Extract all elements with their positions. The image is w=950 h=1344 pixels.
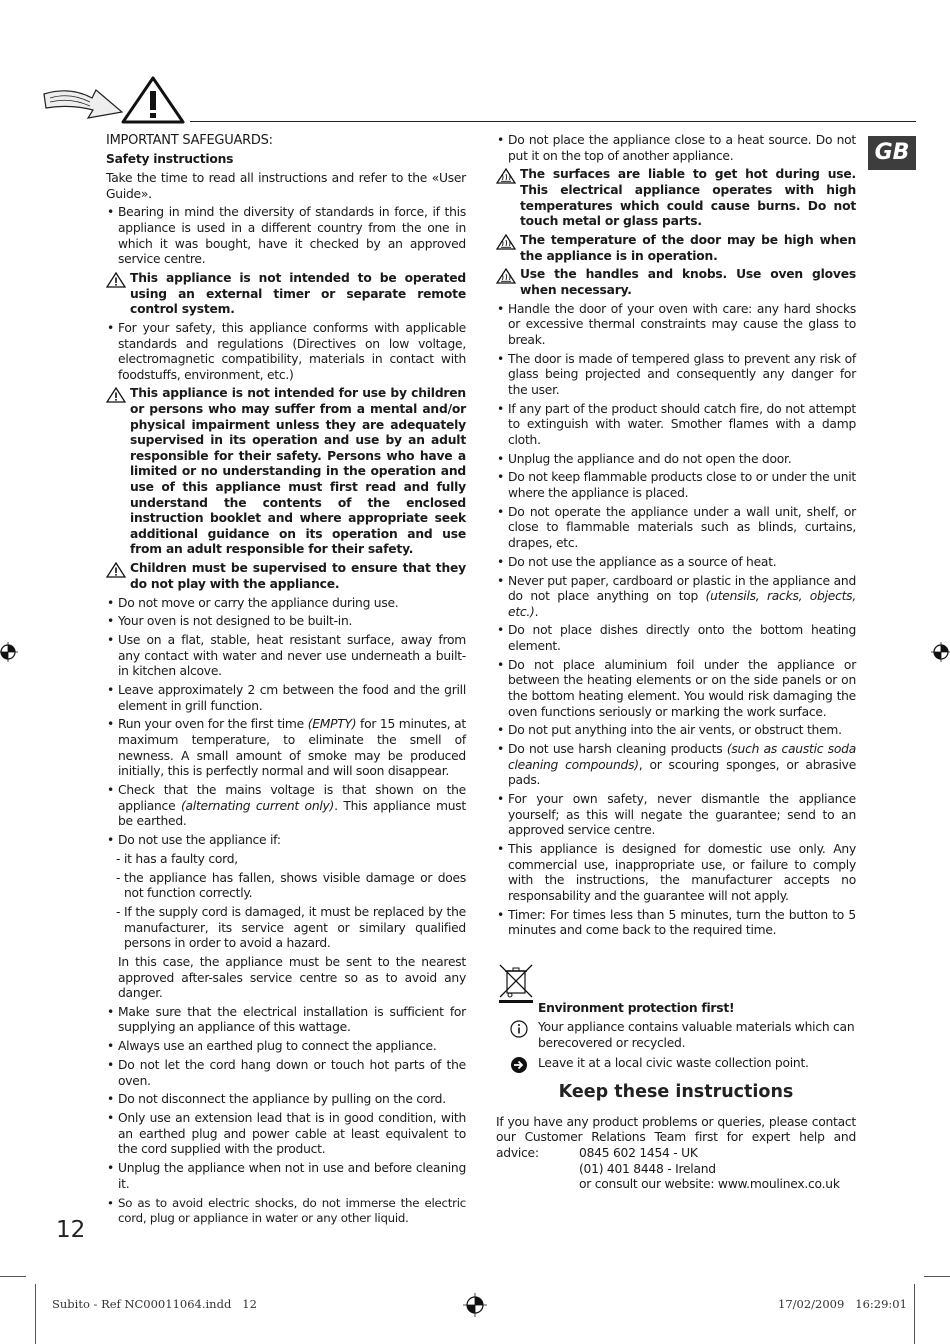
list-item: • So as to avoid electric shocks, do not immerse the electric cord, plug or appliance in water or any other liquid. xyxy=(106,1196,466,1227)
environment-title-text: Environment protection first! xyxy=(538,1000,735,1015)
emphasis-text: (such as caustic soda cleaning compounds) xyxy=(508,742,856,772)
list-item: • Leave approximately 2 cm between the food and the grill element in grill function. xyxy=(106,683,466,714)
list-item: • Handle the door of your oven with care: any hard shocks or excessive thermal constraints may cause the glass to break. xyxy=(496,302,856,349)
crop-mark xyxy=(924,1276,950,1277)
warning-item xyxy=(106,561,466,592)
text-run: . xyxy=(534,604,539,619)
section-subtitle: Safety instructions xyxy=(106,151,234,166)
registration-mark-icon xyxy=(928,640,950,664)
indented-text: In this case, the appliance must be sent to the nearest approved after-sales service centre so as to avoid any danger. xyxy=(118,954,466,1001)
list-item: • Unplug the appliance and do not open the door. xyxy=(496,452,856,468)
text-run: . This appliance must be earthed. xyxy=(118,798,466,829)
text-run: Never put paper, cardboard or plastic in the appliance and do not place anything on top xyxy=(508,573,856,604)
list-item: • Do not put anything into the air vents, or obstruct them. xyxy=(496,723,856,739)
list-item: • Only use an extension lead that is in good condition, with an earthed plug and power cable at least equivalent to the cord supplied with the product. xyxy=(106,1111,466,1158)
sub-list-text: If the supply cord is damaged, it must be replaced by the manufacturer, its service agent or similary qualified persons in order to avoid a hazard. xyxy=(124,904,466,951)
registration-mark-icon xyxy=(462,1292,488,1318)
hot-surface-icon xyxy=(496,268,516,284)
sub-list-text: it has a faulty cord, xyxy=(124,851,238,866)
warning-item xyxy=(106,271,466,318)
sub-list-item xyxy=(106,905,466,952)
footer-file-info: Subito - Ref NC00011064.indd 12 xyxy=(52,1297,257,1311)
list-item: • Do not let the cord hang down or touch hot parts of the oven. xyxy=(106,1058,466,1089)
text-run: Run your oven for the first time xyxy=(118,717,308,732)
contact-intro: If you have any product problems or queries, please contact our Customer Relations Team first for expert help and advice: xyxy=(496,1114,856,1161)
hot-surface-icon xyxy=(496,234,516,250)
sub-list-item xyxy=(106,852,466,868)
list-item: • For your own safety, never dismantle the appliance yourself; as this will negate the guarantee; send to an approved service centre. xyxy=(496,792,856,839)
dash-marker: - xyxy=(116,904,121,919)
contact-phone-ireland: (01) 401 8448 - Ireland xyxy=(579,1161,716,1176)
list-item: • Do not use the appliance as a source of heat. xyxy=(496,555,856,571)
header-rule xyxy=(190,121,916,122)
list-item: • Do not place the appliance close to a heat source. Do not put it on the top of another appliance. xyxy=(496,133,856,164)
list-item xyxy=(106,783,466,830)
footer-timestamp: 17/02/2009 16:29:01 xyxy=(778,1297,907,1311)
list-item: • If any part of the product should catch fire, do not attempt to extinguish with water. Smother flames with a damp cloth. xyxy=(496,402,856,449)
list-item: • Bearing in mind the diversity of standards in force, if this appliance is used in a different country from the one in which it was bought, have it checked by an approved service centre. xyxy=(106,205,466,267)
left-column xyxy=(106,133,466,1230)
list-item: • This appliance is designed for domestic use only. Any commercial use, inappropriate use, or failure to comply with the instructions, the manufacturer accepts no responsability and the guarantee will not apply. xyxy=(496,842,856,904)
warning-text: The surfaces are liable to get hot during use. This electrical appliance operates with high temperatures which could cause burns. Do not touch metal or glass parts. xyxy=(520,167,856,229)
list-item: • Do not place aluminium foil under the appliance or between the heating elements or on the side panels or on the bottom heating element. You would risk damaging the oven functions seriously or marking the work surface. xyxy=(496,658,856,720)
text-run: , or scouring sponges, or abrasive pads. xyxy=(508,757,857,788)
crop-mark xyxy=(914,1284,915,1344)
list-item: • Do not keep flammable products close to or under the unit where the appliance is placed. xyxy=(496,470,856,501)
list-item xyxy=(496,742,856,789)
sub-list-text: the appliance has fallen, shows visible damage or does not function correctly. xyxy=(124,870,466,901)
list-item xyxy=(496,574,856,621)
warning-text: Children must be supervised to ensure that they do not play with the appliance. xyxy=(130,561,466,591)
list-item: • Timer: For times less than 5 minutes, turn the button to 5 minutes and come back to the required time. xyxy=(496,908,856,939)
text-run: Do not use harsh cleaning products xyxy=(508,742,727,757)
emphasis-text: (utensils, racks, objects, etc.) xyxy=(508,589,856,619)
warning-item xyxy=(496,233,856,264)
text-run: for 15 minutes, at maximum temperature, to eliminate the smell of newness. A small amount of smoke may be produced initially, this is perfectly normal and will soon disappear. xyxy=(118,717,467,779)
list-item: • Use on a flat, stable, heat resistant surface, away from any contact with water and never use underneath a built-in kitchen alcove. xyxy=(106,633,466,680)
list-item: • Always use an earthed plug to connect the appliance. xyxy=(106,1039,466,1055)
arrow-circle-icon xyxy=(510,1056,528,1074)
contact-phone-uk: 0845 602 1454 - UK xyxy=(579,1146,698,1161)
emphasis-text: (EMPTY) xyxy=(307,717,357,732)
language-tab: GB xyxy=(868,136,916,170)
arrow-icon xyxy=(40,82,128,122)
environment-item xyxy=(496,1020,856,1051)
info-icon xyxy=(510,1020,528,1038)
recycle-bin-icon xyxy=(496,961,536,1003)
crop-mark xyxy=(35,1284,36,1344)
list-item: • Do not place dishes directly onto the bottom heating element. xyxy=(496,623,856,654)
list-item xyxy=(106,717,466,779)
hot-surface-icon xyxy=(496,168,516,184)
warning-triangle-icon xyxy=(120,75,186,125)
warning-item xyxy=(496,167,856,229)
environment-block xyxy=(496,961,856,1071)
page-number: 12 xyxy=(56,1217,86,1243)
crop-mark xyxy=(0,1276,26,1277)
warning-text: This appliance is not intended for use by children or persons who may suffer from a mental and/or physical impairment unless they are adequately supervised in its operation and use by an adult responsible for their safety. Persons who have a limited or no understanding in the operation and use of this appliance must first read and fully understand the contents of the enclosed instruction booklet and where appropriate seek additional guidance on its operation and use from an adult responsible for their safety. xyxy=(130,386,466,557)
warning-text: The temperature of the door may be high when the appliance is in operation. xyxy=(520,232,856,263)
dash-marker: - xyxy=(116,851,121,866)
environment-item xyxy=(496,1056,856,1072)
warning-item xyxy=(106,386,466,558)
warning-triangle-icon xyxy=(106,562,126,578)
warning-triangle-icon xyxy=(106,387,126,403)
list-item: • The door is made of tempered glass to prevent any risk of glass being projected and consequently any danger for the user. xyxy=(496,352,856,399)
environment-text: Your appliance contains valuable materials which can berecovered or recycled. xyxy=(538,1020,855,1051)
text-run: Check that the mains voltage is that shown on the appliance xyxy=(118,783,466,813)
list-item: • Your oven is not designed to be built-in. xyxy=(106,614,466,630)
sub-list-item xyxy=(106,871,466,902)
dash-marker: - xyxy=(116,870,121,885)
right-column xyxy=(496,133,856,1193)
contact-website: or consult our website: www.moulinex.co.uk xyxy=(579,1177,840,1192)
list-item: • Do not move or carry the appliance during use. xyxy=(106,596,466,612)
emphasis-text: (alternating current only) xyxy=(180,798,335,813)
intro-text: Take the time to read all instructions and refer to the «User Guide». xyxy=(106,171,466,201)
registration-mark-icon xyxy=(0,640,20,664)
warning-item xyxy=(496,267,856,298)
environment-text: Leave it at a local civic waste collection point. xyxy=(538,1055,809,1070)
warning-text: Use the handles and knobs. Use oven gloves when necessary. xyxy=(520,267,856,297)
warning-text: This appliance is not intended to be operated using an external timer or separate remote control system. xyxy=(130,270,466,317)
list-item: • Unplug the appliance when not in use and before cleaning it. xyxy=(106,1161,466,1192)
list-item: • Do not use the appliance if: xyxy=(106,833,466,849)
list-item: • Make sure that the electrical installation is sufficient for supplying an appliance of this wattage. xyxy=(106,1005,466,1036)
environment-title xyxy=(496,1001,856,1017)
keep-instructions-heading: Keep these instructions xyxy=(558,1082,794,1103)
list-item: • For your safety, this appliance conforms with applicable standards and regulations (Directives on low voltage, electromagnetic compatibility, materials in contact with foodstuffs, environment, etc.) xyxy=(106,321,466,383)
contact-block xyxy=(496,1115,856,1193)
list-item: • Do not operate the appliance under a wall unit, shelf, or close to flammable materials such as blinds, curtains, drapes, etc. xyxy=(496,505,856,552)
warning-triangle-icon xyxy=(106,272,126,288)
page-title: IMPORTANT SAFEGUARDS: xyxy=(106,133,273,148)
list-item: • Do not disconnect the appliance by pulling on the cord. xyxy=(106,1092,466,1108)
